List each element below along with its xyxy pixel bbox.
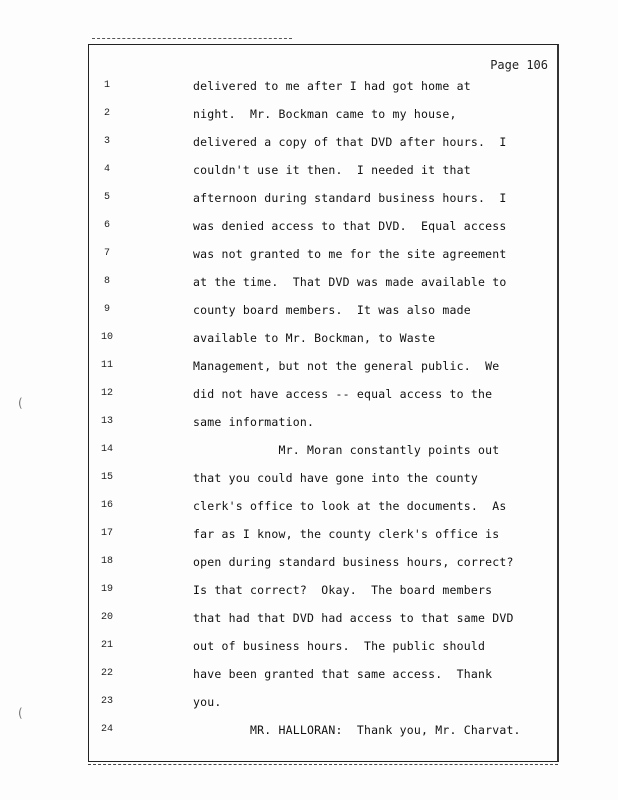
line-number: 14 [100, 444, 113, 455]
page-frame [88, 44, 559, 762]
line-text: you. [193, 695, 222, 709]
line-text: that you could have gone into the county [193, 471, 478, 485]
line-number: 4 [103, 164, 110, 175]
line-number: 12 [100, 388, 113, 399]
line-text: Management, but not the general public. We [193, 359, 500, 373]
line-number: 11 [100, 360, 113, 371]
line-text: out of business hours. The public should [193, 639, 486, 653]
line-text: county board members. It was also made [193, 303, 471, 317]
line-number: 2 [103, 108, 110, 119]
line-text: open during standard business hours, correct? [193, 555, 514, 569]
line-number: 18 [100, 556, 113, 567]
line-text: far as I know, the county clerk's office is [193, 527, 500, 541]
line-number: 1 [103, 80, 110, 91]
line-text: did not have access -- equal access to the [193, 387, 493, 401]
line-number: 3 [103, 136, 110, 147]
line-number: 17 [100, 528, 113, 539]
line-number: 7 [103, 248, 110, 259]
line-text: was not granted to me for the site agreement [193, 247, 507, 261]
line-text: was denied access to that DVD. Equal access [193, 219, 507, 233]
line-text: available to Mr. Bockman, to Waste [193, 331, 436, 345]
line-text: couldn't use it then. I needed it that [193, 163, 471, 177]
line-text: MR. HALLORAN: Thank you, Mr. Charvat. [193, 723, 521, 737]
line-number: 15 [100, 472, 113, 483]
line-text: have been granted that same access. Thank [193, 667, 493, 681]
line-text: night. Mr. Bockman came to my house, [193, 107, 457, 121]
line-text: Is that correct? Okay. The board members [193, 583, 493, 597]
line-number: 20 [100, 612, 113, 623]
line-number: 8 [103, 276, 110, 287]
line-number: 24 [100, 724, 113, 735]
line-number: 6 [103, 220, 110, 231]
page-number: Page 106 [490, 58, 548, 72]
line-text: delivered a copy of that DVD after hours. I [193, 135, 507, 149]
line-number: 10 [100, 332, 113, 343]
binding-mark: ( [18, 396, 23, 410]
line-number: 23 [100, 696, 113, 707]
line-number: 13 [100, 416, 113, 427]
binding-mark: ( [18, 706, 23, 720]
line-number: 9 [103, 304, 110, 315]
line-number: 19 [100, 584, 113, 595]
line-text: delivered to me after I had got home at [193, 79, 471, 93]
line-text: at the time. That DVD was made available to [193, 275, 507, 289]
line-number: 16 [100, 500, 113, 511]
line-text: clerk's office to look at the documents. As [193, 499, 507, 513]
line-text: same information. [193, 415, 315, 429]
line-text: Mr. Moran constantly points out [193, 443, 500, 457]
line-text: that had that DVD had access to that same DVD [193, 611, 514, 625]
line-text: afternoon during standard business hours. I [193, 191, 507, 205]
line-number: 5 [103, 192, 110, 203]
bottom-rule [88, 764, 558, 765]
top-rule [92, 38, 292, 39]
line-number: 22 [100, 668, 113, 679]
line-number: 21 [100, 640, 113, 651]
